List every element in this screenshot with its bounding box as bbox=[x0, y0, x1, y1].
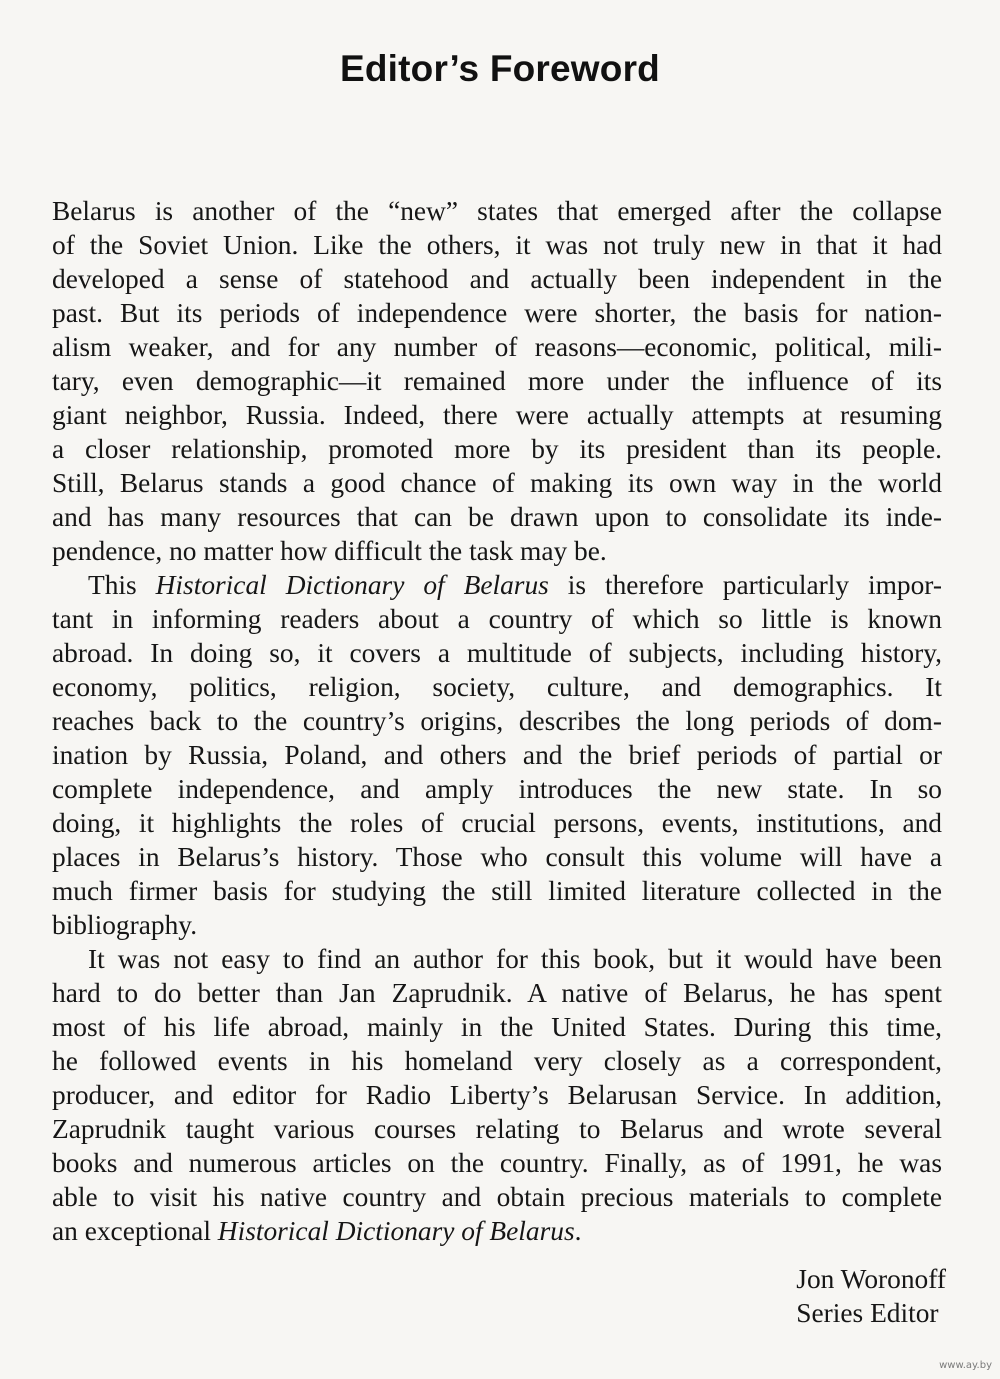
text-line: a closer relationship, promoted more by its president than its people. bbox=[52, 434, 942, 464]
text-line: complete independence, and amply introduces the new state. In so bbox=[52, 774, 942, 804]
paragraph-3 bbox=[52, 942, 942, 1248]
text-line: ination by Russia, Poland, and others and the brief periods of partial or bbox=[52, 740, 942, 770]
paragraph-2 bbox=[52, 568, 942, 942]
text-line: bibliography. bbox=[52, 910, 198, 940]
text-line: It was not easy to find an author for this book, but it would have been bbox=[88, 944, 942, 974]
watermark: www.ay.by bbox=[939, 1360, 992, 1371]
text-line: of the Soviet Union. Like the others, it was not truly new in that it had bbox=[52, 230, 942, 260]
text-line: alism weaker, and for any number of reasons—economic, political, mili- bbox=[52, 332, 942, 362]
text-line: doing, it highlights the roles of crucial persons, events, institutions, and bbox=[52, 808, 942, 838]
text-line: and has many resources that can be drawn upon to consolidate its inde- bbox=[52, 502, 942, 532]
signature-role: Series Editor bbox=[796, 1298, 939, 1328]
text-line: This Historical Dictionary of Belarus is therefore particularly impor- bbox=[88, 570, 942, 600]
foreword-body bbox=[52, 194, 942, 1248]
text-line: abroad. In doing so, it covers a multitude of subjects, including history, bbox=[52, 638, 942, 668]
text-line: Zaprudnik taught various courses relating to Belarus and wrote several bbox=[52, 1114, 942, 1144]
text-line: he followed events in his homeland very closely as a correspondent, bbox=[52, 1046, 942, 1076]
text-line: able to visit his native country and obtain precious materials to complete bbox=[52, 1182, 942, 1212]
text-line: places in Belarus’s history. Those who consult this volume will have a bbox=[52, 842, 942, 872]
text-line: producer, and editor for Radio Liberty’s Belarusan Service. In addition, bbox=[52, 1080, 942, 1110]
text-line: most of his life abroad, mainly in the United States. During this time, bbox=[52, 1012, 942, 1042]
text-line: much firmer basis for studying the still limited literature collected in the bbox=[52, 876, 942, 906]
page-title: Editor’s Foreword bbox=[340, 48, 660, 89]
book-title-italic: Historical Dictionary of Belarus bbox=[155, 570, 549, 600]
book-title-italic: Historical Dictionary of Belarus bbox=[217, 1216, 575, 1246]
signature-block bbox=[796, 1262, 946, 1330]
text-line: books and numerous articles on the country. Finally, as of 1991, he was bbox=[52, 1148, 942, 1178]
text-line: tant in informing readers about a country of which so little is known bbox=[52, 604, 942, 634]
text-line: Belarus is another of the “new” states that emerged after the collapse bbox=[52, 196, 942, 226]
paragraph-1 bbox=[52, 194, 942, 568]
text-line: tary, even demographic—it remained more under the influence of its bbox=[52, 366, 942, 396]
text-line: developed a sense of statehood and actually been independent in the bbox=[52, 264, 942, 294]
text-line: reaches back to the country’s origins, describes the long periods of dom- bbox=[52, 706, 942, 736]
text-line: an exceptional Historical Dictionary of Belarus. bbox=[52, 1216, 582, 1246]
text-line: past. But its periods of independence were shorter, the basis for nation- bbox=[52, 298, 942, 328]
text-line: Still, Belarus stands a good chance of making its own way in the world bbox=[52, 468, 942, 498]
text-line: economy, politics, religion, society, culture, and demographics. It bbox=[52, 672, 942, 702]
text-line: hard to do better than Jan Zaprudnik. A native of Belarus, he has spent bbox=[52, 978, 942, 1008]
text-line: pendence, no matter how difficult the task may be. bbox=[52, 536, 607, 566]
signature-name: Jon Woronoff bbox=[796, 1264, 946, 1294]
text-line: giant neighbor, Russia. Indeed, there were actually attempts at resuming bbox=[52, 400, 942, 430]
